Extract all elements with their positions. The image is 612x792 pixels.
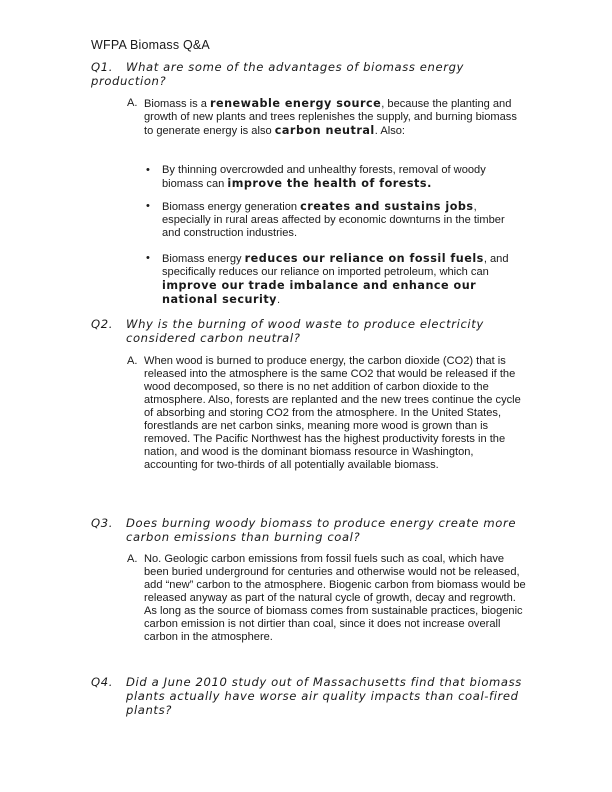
bullet-text-part: Biomass energy: [162, 253, 245, 265]
answer-text-part: . Also:: [374, 125, 405, 137]
question-number: Q1.: [91, 60, 113, 74]
bullet-item: [146, 164, 526, 191]
bullet-text: [162, 164, 526, 191]
answer-text-part: Biomass is a: [144, 98, 210, 110]
answer-3: [127, 553, 527, 644]
question-4: [91, 675, 531, 717]
question-number: Q4.: [91, 675, 113, 689]
answer-2: [127, 355, 527, 472]
question-3: [91, 516, 531, 544]
bullet-text: [162, 252, 526, 307]
emphasis-text: carbon neutral: [274, 124, 375, 137]
bullet-text-part: .: [276, 294, 281, 306]
bullet-icon: •: [146, 252, 150, 264]
answer-label: A.: [127, 553, 138, 565]
bullet-icon: •: [146, 164, 150, 176]
emphasis-text: improve our trade imbalance and enhance our national security: [162, 279, 477, 306]
answer-text: When wood is burned to produce energy, the carbon dioxide (CO2) that is released into the atmosphere is the same CO2 that would be released if the wood decomposed, so there is no net addition of carbon dioxide to the atmosphere. Also, forests are replanted and the new trees continue the cycle of absorbing and storing CO2 from the atmosphere. In the United States, forestlands are net carbon sinks, meaning more wood is grown than is removed. The Pacific Northwest has the highest productivity forests in the nation, and wood is the dominant biomass resource in Washington, accounting for two-thirds of all potentially available biomass.: [144, 355, 521, 471]
bullet-text-part: By thinning overcrowded and unhealthy forests, removal of woody biomass can: [162, 164, 486, 190]
bullet-text-part: Biomass energy generation: [162, 201, 301, 213]
bullet-text: [162, 200, 526, 240]
bullet-item: [146, 200, 526, 240]
emphasis-text: improve the health of forests.: [227, 177, 432, 190]
bullet-item: [146, 252, 526, 307]
bullet-text-part: , and specifically reduces our reliance on imported petroleum, which can: [162, 253, 509, 278]
question-text: Why is the burning of wood waste to produce electricity considered carbon neutral?: [126, 317, 484, 345]
answer-text: [144, 97, 527, 138]
question-text: What are some of the advantages of biomass energy production?: [91, 60, 464, 88]
question-1: [91, 60, 531, 88]
question-2: [91, 317, 531, 345]
answer-1: [127, 97, 527, 138]
question-text: Does burning woody biomass to produce energy create more carbon emissions than burning coal?: [126, 516, 517, 544]
emphasis-text: creates and sustains jobs: [300, 200, 474, 213]
bullet-icon: •: [146, 200, 150, 212]
answer-text: No. Geologic carbon emissions from fossil fuels such as coal, which have been buried underground for centuries and otherwise would not be released, add “new” carbon to the atmosphere. Biogenic carbon from biomass would be released anyway as part of the natural cycle of growth, decay and regrowth. As long as the source of biomass comes from sustainable practices, biogenic carbon emission is not dirtier than coal, since it does not increase overall carbon in the atmosphere.: [144, 553, 526, 643]
emphasis-text: renewable energy source: [209, 97, 382, 110]
emphasis-text: reduces our reliance on fossil fuels: [244, 252, 484, 265]
document-title: WFPA Biomass Q&A: [91, 38, 210, 52]
question-number: Q3.: [91, 516, 113, 530]
question-number: Q2.: [91, 317, 113, 331]
answer-label: A.: [127, 97, 138, 109]
answer-text-part: , because the planting and growth of new plants and trees replenishes the supply, and burning biomass to generate energy is also: [144, 98, 517, 137]
bullet-text-part: , especially in rural areas affected by economic downturns in the timber and construction industries.: [162, 201, 505, 239]
question-text: Did a June 2010 study out of Massachusetts find that biomass plants actually have worse air quality impacts than coal-fired plants?: [126, 675, 522, 717]
answer-label: A.: [127, 355, 138, 367]
